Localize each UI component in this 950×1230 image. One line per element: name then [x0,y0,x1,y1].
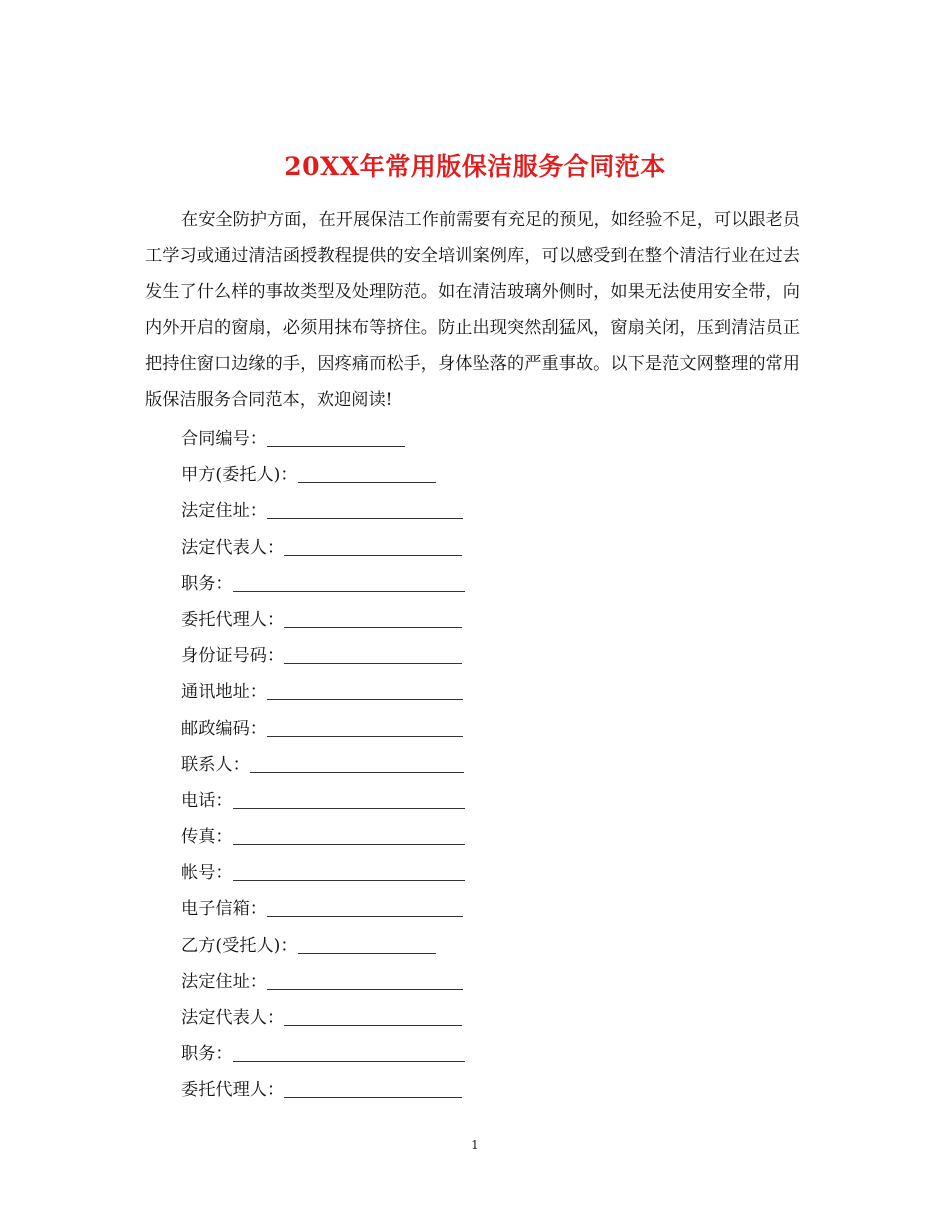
field-blank-line[interactable] [298,935,436,954]
document-title: 20XX年常用版保洁服务合同范本 [284,151,666,181]
field-phone [181,783,781,819]
field-authorized-agent-b [181,1072,781,1108]
field-blank-line[interactable] [284,645,462,664]
page-number: 1 [471,1138,479,1152]
field-blank-line[interactable] [284,537,462,556]
field-label: 委托代理人： [181,1080,285,1101]
field-label: 传真： [181,827,233,848]
field-label: 法定住址： [181,501,267,522]
field-party-a [181,457,781,493]
field-account [181,855,781,891]
field-party-b [181,928,781,964]
field-blank-line[interactable] [233,790,465,809]
field-blank-line[interactable] [233,573,465,592]
field-blank-line[interactable] [284,609,462,628]
field-label: 职务： [181,573,233,594]
field-email [181,891,781,927]
field-label: 职务： [181,1044,233,1065]
field-legal-representative [181,530,781,566]
field-blank-line[interactable] [267,500,463,519]
field-blank-line[interactable] [233,1043,465,1062]
field-label: 帐号： [181,863,233,884]
field-blank-line[interactable] [233,862,465,881]
field-legal-address-b [181,964,781,1000]
field-position [181,566,781,602]
field-blank-line[interactable] [267,898,463,917]
field-legal-representative-b [181,1000,781,1036]
field-blank-line[interactable] [233,826,465,845]
field-legal-address [181,493,781,529]
field-blank-line[interactable] [284,1007,462,1026]
field-blank-line[interactable] [267,718,463,737]
field-label: 联系人： [181,754,250,775]
field-blank-line[interactable] [267,971,463,990]
field-fax [181,819,781,855]
field-label: 法定代表人： [181,1008,285,1028]
field-label: 邮政编码： [181,718,267,739]
field-id-number [181,638,781,674]
field-postal-code [181,711,781,747]
field-position-b [181,1036,781,1072]
contract-fields [181,421,781,1109]
intro-paragraph: 在安全防护方面，在开展保洁工作前需要有充足的预见，如经验不足，可以跟老员工学习或通过清洁函授教程提供的安全培训案例库，可以感受到在整个清洁行业在过去发生了什么样的事故类型及处理防范。如在清洁玻璃外侧时，如果无法使用安全带，向内外开启的窗扇，必须用抹布等挤住。防止出现突然刮猛风，窗扇关闭，压到清洁员正把持住窗口边缘的手，因疼痛而松手，身体坠落的严重事故。以下是范文网整理的常用版保洁服务合同范本，欢迎阅读! [145,210,800,410]
field-contact-person [181,747,781,783]
field-blank-line[interactable] [250,754,464,773]
field-label: 甲方(委托人)： [181,465,298,486]
field-label: 通讯地址： [181,682,267,703]
field-label: 合同编号： [181,429,267,449]
field-label: 电子信箱： [181,899,267,920]
field-label: 乙方(受托人)： [181,935,298,956]
field-mailing-address [181,674,781,710]
field-authorized-agent [181,602,781,638]
field-blank-line[interactable] [284,1079,462,1098]
field-label: 电话： [181,790,233,811]
field-label: 身份证号码： [181,646,285,667]
field-label: 法定代表人： [181,537,285,558]
field-label: 委托代理人： [181,609,285,630]
field-blank-line[interactable] [267,681,463,700]
field-blank-line[interactable] [267,428,405,447]
field-label: 法定住址： [181,971,267,992]
field-contract-number [181,421,781,457]
field-blank-line[interactable] [298,464,436,483]
